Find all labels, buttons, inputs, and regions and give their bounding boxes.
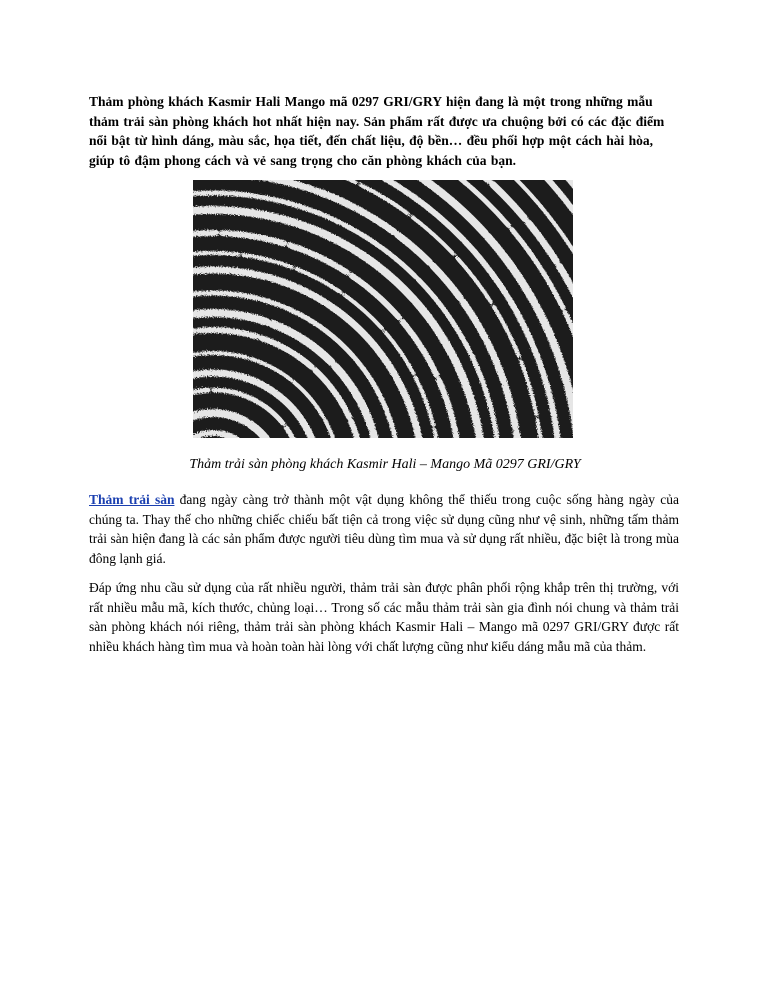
rug-pattern xyxy=(193,180,573,438)
paragraph-1-text: đang ngày càng trở thành một vật dụng không thể thiếu trong cuộc sống hàng ngày của chúng ta. Thay thế cho những chiếc chiếu bất tiện cả trong việc sử dụng cũng như vệ sinh, những tấm thảm trải sàn hiện đang là các sản phẩm được người tiêu dùng tìm mua và sử dụng rất nhiều, đặc biệt là trong mùa đông lạnh giá. xyxy=(89,492,679,566)
image-caption: Thảm trải sàn phòng khách Kasmir Hali – Mango Mã 0297 GRI/GRY xyxy=(189,457,581,472)
rug-image xyxy=(193,180,573,438)
rug-link[interactable]: Thảm trải sàn xyxy=(89,492,175,507)
intro-paragraph: Thảm phòng khách Kasmir Hali Mango mã 0297 GRI/GRY hiện đang là một trong những mẫu thảm trải sàn phòng khách hot nhất hiện nay. Sản phẩm rất được ưa chuộng bởi có các đặc điểm nổi bật từ hình dáng, màu sắc, họa tiết, đến chất liệu, độ bền… đều phối hợp một cách hài hòa, giúp tô đậm phong cách và vẻ sang trọng cho căn phòng khách của bạn. xyxy=(89,94,665,168)
paragraph-2: Đáp ứng nhu cầu sử dụng của rất nhiều người, thảm trải sàn được phân phối rộng khắp trên thị trường, với rất nhiều mẫu mã, kích thước, chủng loại… Trong số các mẫu thảm trải sàn gia đình nói chung và thảm trải sàn phòng khách nói riêng, thảm trải sàn phòng khách Kasmir Hali – Mango mã 0297 GRI/GRY được rất nhiều khách hàng tìm mua và hoàn toàn hài lòng với chất lượng cũng như kiểu dáng mẫu mã của thảm. xyxy=(89,580,679,654)
paragraph-1 xyxy=(89,490,679,568)
